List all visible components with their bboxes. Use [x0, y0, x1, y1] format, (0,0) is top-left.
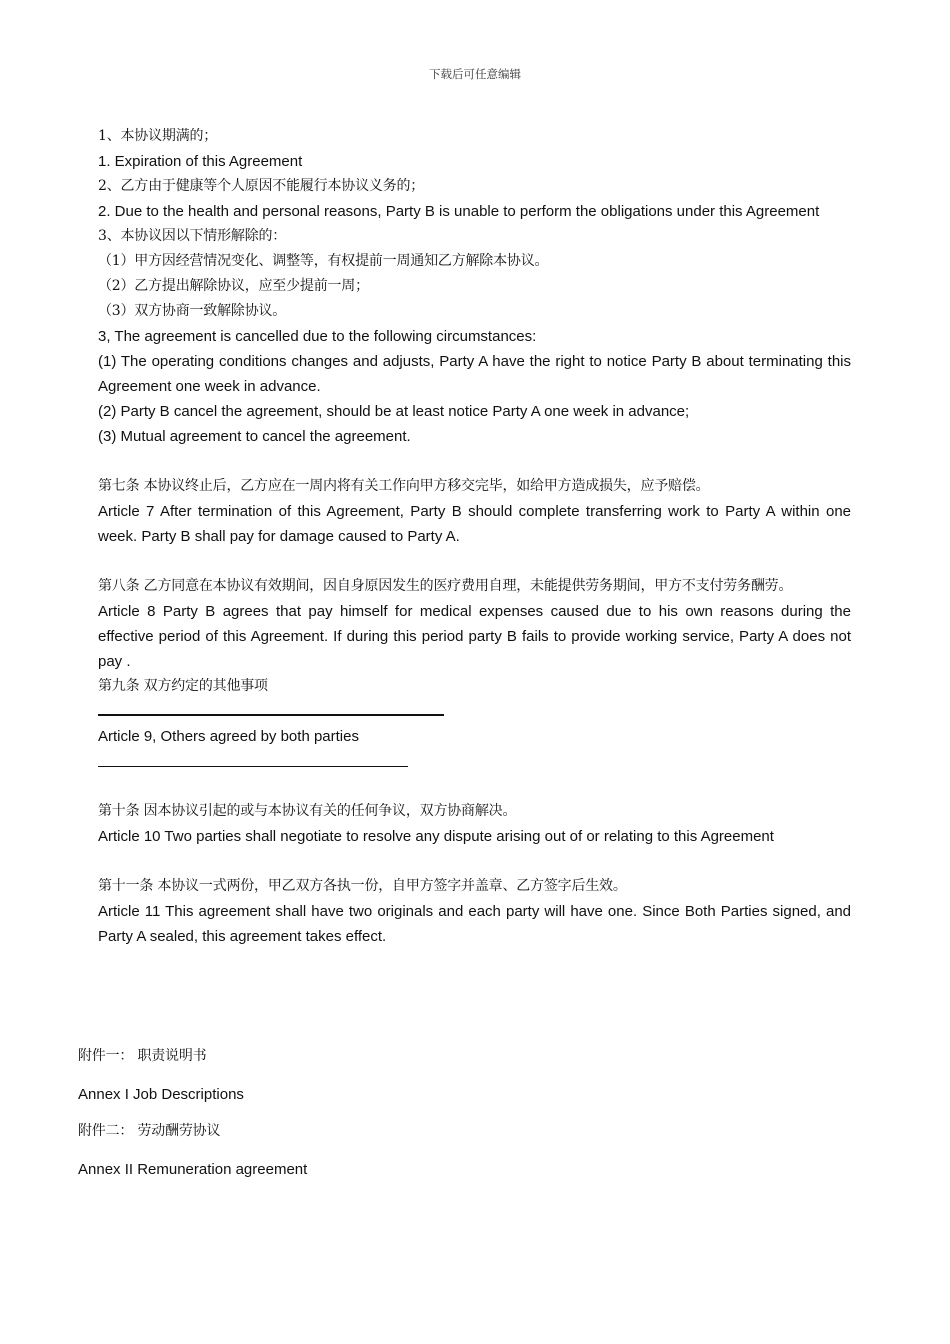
annex-1-en: Annex I Job Descriptions: [78, 1085, 244, 1103]
article-10-en: Article 10 Two parties shall negotiate to resolve any dispute arising out of or relating to this Agreement: [98, 828, 774, 845]
article-11-en: Article 11 This agreement shall have two originals and each party will have one. Since Both Parties signed, and Party A sealed, this agreement takes effect.: [98, 903, 851, 945]
article-9-zh: 第九条 双方约定的其他事项: [98, 678, 268, 694]
page-header: 下载后可任意编辑: [429, 67, 521, 81]
spacer: [98, 549, 851, 574]
blank-line-zh: [98, 699, 851, 724]
clause-3-sub-2-zh: （2）乙方提出解除协议，应至少提前一周；: [98, 278, 369, 294]
annex-2-zh: 附件二： 劳动酬劳协议: [78, 1123, 221, 1139]
article-8-zh: 第八条 乙方同意在本协议有效期间，因自身原因发生的医疗费用自理，未能提供劳务期间，甲方不支付劳务酬劳。: [98, 578, 793, 594]
spacer: [98, 774, 851, 799]
blank-line-en: [98, 749, 851, 774]
clause-3-sub-3-en: (3) Mutual agreement to cancel the agreement.: [98, 428, 411, 445]
article-11-zh: 第十一条 本协议一式两份，甲乙双方各执一份，自甲方签字并盖章、乙方签字后生效。: [98, 878, 627, 894]
clause-1-zh: 1、本协议期满的；: [98, 128, 218, 144]
clause-3-sub-3-zh: （3）双方协商一致解除协议。: [98, 303, 287, 319]
article-10-zh: 第十条 因本协议引起的或与本协议有关的任何争议，双方协商解决。: [98, 803, 517, 819]
spacer: [98, 449, 851, 474]
clause-2-zh: 2、乙方由于健康等个人原因不能履行本协议义务的；: [98, 178, 425, 194]
article-9-en: Article 9, Others agreed by both parties: [98, 728, 359, 745]
clause-2-en: 2. Due to the health and personal reasons, Party B is unable to perform the obligations under this Agreement: [98, 203, 820, 220]
underline: [98, 766, 408, 767]
article-7-zh: 第七条 本协议终止后，乙方应在一周内将有关工作向甲方移交完毕，如给甲方造成损失，应予赔偿。: [98, 478, 710, 494]
annex-1-zh: 附件一： 职责说明书: [78, 1048, 207, 1064]
clause-3-en: 3, The agreement is cancelled due to the following circumstances:: [98, 328, 537, 345]
underline: [98, 714, 444, 716]
clause-3-sub-1-en: (1) The operating conditions changes and adjusts, Party A have the right to notice Party B about terminating this Agreement one week in advance.: [98, 353, 851, 395]
clause-1-en: 1. Expiration of this Agreement: [98, 153, 303, 170]
article-8-en: Article 8 Party B agrees that pay himself for medical expenses caused due to his own reasons during the effective period of this Agreement. If during this period party B fails to provide working service, Party A does not pay .: [98, 603, 851, 670]
annex-list: [78, 1044, 878, 1194]
clause-3-zh: 3、本协议因以下情形解除的：: [98, 228, 287, 244]
spacer: [98, 849, 851, 874]
clause-3-sub-1-zh: （1）甲方因经营情况变化、调整等，有权提前一周通知乙方解除本协议。: [98, 253, 549, 269]
article-7-en: Article 7 After termination of this Agreement, Party B should complete transferring work to Party A within one week. Party B shall pay for damage caused to Party A.: [98, 503, 851, 545]
annex-2-en: Annex II Remuneration agreement: [78, 1160, 308, 1178]
agreement-body: [98, 124, 851, 949]
clause-3-sub-2-en: (2) Party B cancel the agreement, should be at least notice Party A one week in advance;: [98, 403, 690, 420]
